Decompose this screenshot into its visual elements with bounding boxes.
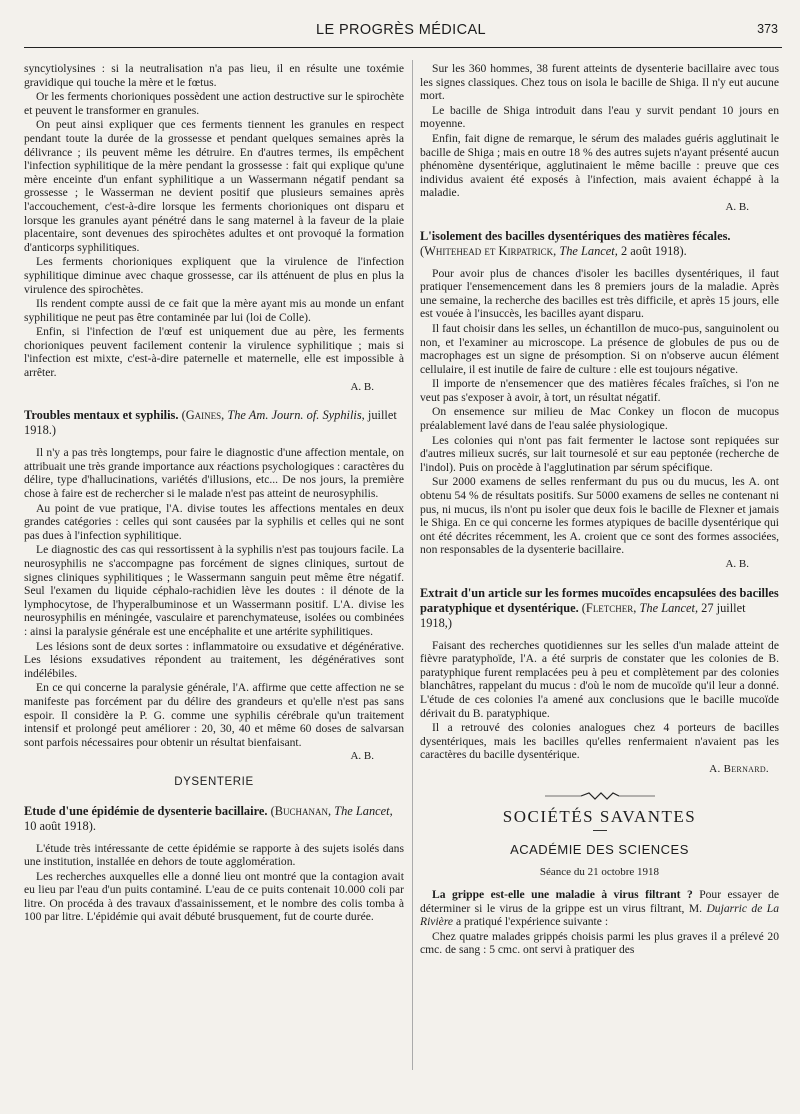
article-title: Etude d'une épidémie de dysenterie bacillaire. (24, 803, 268, 818)
section-label: DYSENTERIE (174, 775, 254, 788)
paragraph: Au point de vue pratique, l'A. divise toutes les affections mentales en deux grandes catégories : celles qui sont causées par la syphilis et celles qui ne sont pas dues à l'infection syphilitique. (24, 501, 404, 542)
article-heading-extrait (420, 586, 779, 631)
article-date: juillet 1918.) (24, 408, 397, 438)
paragraph: Le diagnostic des cas qui ressortissent à la syphilis n'est pas toujours facile. La neurosyphilis ne s'accompagne pas forcément de signes cliniques, surtout de signes cliniques syphilitiques ; le Wassermann sanguin peut même être négatif. Seul l'examen du liquide céphalo-rachidien lève les doutes : il dénote de la lymphocytose, de l'hyperalbuminose et un Wassermann positif. L'A. divise les neurosyphilis en méningée, vasculaire et parenchymateuse, isolées ou combinées : ainsi la paralysie générale est une encéphalite et une artérite syphilitiques. (24, 543, 404, 638)
article-author: (Fletcher, (581, 600, 637, 615)
article-journal: The Am. Journ. of. Syphilis, (227, 408, 365, 423)
right-column (420, 62, 779, 958)
paragraph: Or les ferments chorioniques possèdent une action destructive sur le spirochète et peuvent le transformer en granules. (24, 90, 404, 117)
signature: A. B. (350, 380, 374, 393)
article-heading-isolement (420, 229, 779, 259)
article-date: 2 août 1918). (620, 243, 687, 258)
article-date: 10 août 1918). (24, 818, 96, 833)
section-heading-societes: SOCIÉTÉS SAVANTES (502, 807, 697, 827)
lead-question: La grippe est-elle une maladie à virus filtrant ? (432, 887, 693, 901)
paragraph: Enfin, si l'infection de l'œuf est uniquement due au père, les ferments chorioniques peuvent facilement contenir la virulence syphilitique ; mais si l'infection est mixte, c'est-à-dire paternelle et maternelle, elle est impossible à arrêter. (24, 325, 404, 380)
left-column (24, 62, 404, 925)
person-name: Dujarric de La Rivière (420, 901, 779, 929)
article-journal: The Lancet, (559, 243, 618, 258)
article-heading-etude (24, 804, 404, 834)
paragraph: Sur 2000 examens de selles renfermant du pus ou du mucus, les A. ont obtenu 54 % de résultats positifs. Sur 5000 examens de selles ne contenant ni pus, ni mucus, ils n'ont pu isoler que deux fois le bacille de Flexner et jamais le Shiga. En ce qui concerne les formes atypiques de bacille dysentérique qui ont été décrites récemment, les A. croient que ce sont des formes associées, non responsables de la dysenterie bacillaire. (420, 475, 779, 557)
ornament-flourish-icon (545, 791, 655, 801)
article-date: 27 juillet 1918,) (420, 600, 746, 630)
paragraph: Il n'y a pas très longtemps, pour faire le diagnostic d'une affection mentale, on attribuait une très grande importance aux réactions psychologiques : caractères du délire, type d'hallucinations, variétés d'illusions, etc... De nos jours, la première chose à faire est de rechercher si le malade n'est pas atteint de neurosyphilis. (24, 446, 404, 501)
article-title: Troubles mentaux et syphilis. (24, 408, 179, 423)
paragraph: On ensemence sur milieu de Mac Conkey un flocon de mucopus préalablement lavé dans de l'eau salée physiologique. (420, 405, 779, 433)
article-author: (Gaines, (181, 408, 225, 423)
paragraph: Pour avoir plus de chances d'isoler les bacilles dysentériques, il faut pratiquer l'ensemencement dans les 8 premiers jours de la maladie. Après une semaine, la recherche des bacilles est très difficile, et après 15 jours, elle est vouée à l'insuccès, les bacilles ayant disparu. (420, 266, 779, 321)
ornament-divider (420, 791, 779, 805)
text-run: a pratiqué l'expérience suivante : (455, 915, 609, 929)
article-journal: The Lancet, (334, 803, 393, 818)
paragraph: Sur les 360 hommes, 38 furent atteints de dysenterie bacillaire avec tous les signes classiques. Chez tous on isola le bacille de Shiga. Il n'y eut aucune mort. (420, 62, 779, 103)
paragraph: Faisant des recherches quotidiennes sur les selles d'un malade atteint de fièvre paratyphoïde, l'A. a été surpris de constater que les colonies de B. paratyphique furent remplacées peu à peu et complètement par des colonies blanchâtres, rappelant du mucus : d'où le nom de mucoïde qu'il leur a donné. L'étude de ces colonies l'a amené aux conclusions que le bacille mucoïde dérivait du B. paratyphique. (420, 638, 779, 720)
signature: A. B. (350, 750, 374, 763)
paragraph: Il importe de n'ensemencer que des matières fécales fraîches, si l'on ne veut pas s'exposer à avoir, à tort, un résultat négatif. (420, 377, 779, 404)
paragraph: Chez quatre malades grippés choisis parmi les plus graves il a prélevé 20 cmc. de sang : 5 cmc. ont servi à pratiquer des (420, 929, 779, 957)
paragraph: Les recherches auxquelles elle a donné lieu ont montré que la contagion avait eu lieu par l'eau d'un puits contaminé. L'eau de ce puits contenait 10.000 coli par litre. On procéda à des travaux d'assainissement, et le nombre des colis tomba à 100 par litre. L'épidémie qui avait débuté brusquement, fut de courte durée. (24, 869, 404, 924)
article-author: (Buchanan, (270, 803, 332, 818)
text-run: Pour essayer de déterminer si le virus de la grippe est un virus filtrant, M. (420, 887, 780, 915)
short-rule (593, 830, 607, 831)
paragraph: L'étude très intéressante de cette épidémie se rapporte à des sujets isolés dans une institution, installée en dehors de toute agglomération. (24, 841, 404, 869)
signature: A. B. (725, 200, 749, 213)
paragraph: On peut ainsi expliquer que ces ferments tiennent les granules en respect pendant toute la durée de la grossesse et pendant quelques semaines après la délivrance ; ils peuvent même les détruire. En d'autres termes, ils empêchent l'infection syphilitique de la mère pendant la grossesse : fait qui explique qu'une mère enceinte d'un enfant syphilitique a un Wassermann négatif pendant sa grossesse ; le Wasserman ne devient positif que plusieurs semaines après l'accouchement, c'est-à-dire lorsque les ferments chorioniques ont disparu et lorsque les granules ayant pénétré dans le sang maternel à la faveur de la plaie placentaire, sont devenues des spirochètes adultes et ont provoqué la formation d'anticorps syphilitiques. (24, 118, 404, 254)
column-divider (412, 60, 413, 1070)
subsection-heading-academie: ACADÉMIE DES SCIENCES (510, 841, 689, 857)
session-date: Séance du 21 octobre 1918 (539, 866, 660, 879)
article-title: L'isolement des bacilles dysentériques des matières fécales. (420, 228, 731, 243)
paragraph: Ils rendent compte aussi de ce fait que la mère ayant mis au monde un enfant syphilitique ne peut pas être contaminée par lui (loi de Colle). (24, 297, 404, 324)
header-rule (24, 47, 782, 48)
signature: A. Bernard. (709, 762, 769, 775)
paragraph: syncytiolysines : si la neutralisation n'a pas lieu, il en résulte une toxémie gravidique qui touche la mère et le fœtus. (24, 62, 404, 89)
paragraph (420, 888, 779, 929)
paragraph: Il faut choisir dans les selles, un échantillon de muco-pus, sanguinolent ou non, et l'examiner au microscope. La présence de globules de pus ou de macrophages est un signe de présomption. Si on n'observe aucun élément cellulaire, il est inutile de faire de culture : elle est toujours négative. (420, 321, 779, 376)
paragraph: Les lésions sont de deux sortes : inflammatoire ou exsudative et dégénérative. Les lésions exsudatives répondent au traitement, les dégénératives sont indélébiles. (24, 639, 404, 680)
article-journal: The Lancet, (639, 600, 699, 615)
paragraph: En ce qui concerne la paralysie générale, l'A. affirme que cette affection ne se manifeste pas forcément par du délire des grandeurs et qu'elle n'est pas sans espoir. Il considère la P. G. comme une syphilis cérébrale qu'un traitement intensif et prolongé peut améliorer : 20, 30, 40 et même 60 doses de salvarsan sont parfois nécessaires pour obtenir un résultat bienfaisant. (24, 681, 404, 749)
paragraph: Les ferments chorioniques expliquent que la virulence de l'infection syphilitique diminue avec chaque grossesse, car ils atténuent de plus en plus la virulence des spirochètes. (24, 255, 404, 296)
paragraph: Enfin, fait digne de remarque, le sérum des malades guéris agglutinait le bacille de Shiga ; mais en outre 18 % des autres sujets n'ayant présenté aucun phénomène dysentérique, agglutinaient le même bacille : preuve que ces individus avaient été exposés à l'infection, mais avaient échappé à la maladie. (420, 131, 779, 200)
paragraph: Le bacille de Shiga introduit dans l'eau y survit pendant 10 jours en moyenne. (420, 103, 779, 131)
paragraph: Les colonies qui n'ont pas fait fermenter le lactose sont repiquées sur d'autres milieux sucrés, sur lait tournesolé et sur eau peptonée (recherche de l'indol). Puis on procède à l'agglutination par sérum spécifique. (420, 433, 779, 474)
running-title: LE PROGRÈS MÉDICAL (316, 22, 486, 38)
article-author: (Whitehead et Kirpatrick, (420, 243, 557, 258)
signature: A. B. (725, 558, 749, 570)
article-title: Extrait d'un article sur les formes mucoïdes encapsulées des bacilles paratyphique et dysentérique. (420, 585, 779, 615)
page-header (20, 22, 782, 46)
page-number: 373 (757, 22, 778, 36)
article-heading-troubles (24, 408, 404, 438)
paragraph: Il a retrouvé des colonies analogues chez 4 porteurs de bacilles dysentériques, mais les bacilles qu'elles renfermaient n'avaient pas les caractères du bacille dysentérique. (420, 721, 779, 762)
